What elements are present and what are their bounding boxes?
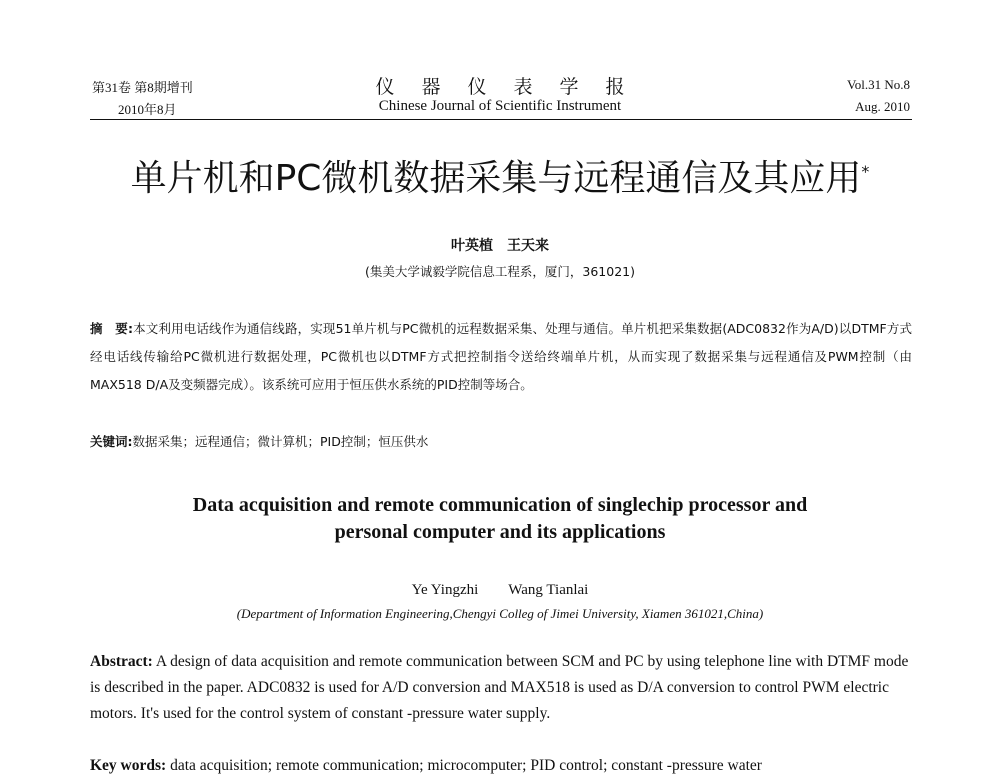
paper-title-text: 单片机和PC微机数据采集与远程通信及其应用 [130,158,862,199]
volume-issue: 第31卷 第8期增刊 [92,80,193,95]
paper-title-cn [0,150,1000,201]
paper-title-en-line: personal computer and its applications [334,521,666,543]
abstract-cn [90,315,912,399]
paper-title-en [0,492,1000,546]
affiliation-cn: (集美大学诚毅学院信息工程系，厦门，361021) [365,264,635,279]
footnote-mark: * [861,162,870,181]
keywords-cn-text: 数据采集；远程通信；微计算机；PID控制；恒压供水 [132,434,429,449]
keywords-en-label: Key words: [90,757,167,774]
keywords-en-text: data acquisition; remote communication; microcomputer; PID control; constant -pressure water [166,757,762,774]
volume-en: Vol.31 No.8 [847,77,910,92]
abstract-en-label: Abstract: [90,653,153,670]
abstract-en-text: A design of data acquisition and remote communication between SCM and PC by using telephone line with DTMF mode is described in the paper. ADC0832 is used for A/D conversion and MAX518 is used as D/A conversion to control PWM electric motors. It's used for the control system of constant -pressure water supply. [90,653,909,722]
journal-title-en: Chinese Journal of Scientific Instrument [378,98,622,114]
publication-date-cn: 2010年8月 [118,102,177,117]
journal-title-cn: 仪器仪表学报 [375,77,652,98]
abstract-cn-text: 本文利用电话线作为通信线路，实现51单片机与PC微机的远程数据采集、处理与通信。单片机把采集数据(ADC0832作为A/D)以DTMF方式经电话线传输给PC微机进行数据处理，PC微机也以DTMF方式把控制指令送给终端单片机，从而实现了数据采集与远程通信及PWM控制（由MAX518 D/A及变频器完成）。该系统可应用于恒压供水系统的PID控制等场合。 [90,321,912,392]
abstract-en [90,649,916,727]
authors-cn: 叶英植 王天来 [451,238,549,254]
abstract-cn-label: 摘 要: [90,321,133,336]
keywords-cn-label: 关键词: [90,434,133,449]
publication-date-en: Aug. 2010 [855,99,910,114]
paper-title-en-line: Data acquisition and remote communication of singlechip processor and [192,494,808,516]
authors-en: Ye Yingzhi Wang Tianlai [411,582,589,598]
keywords-cn [90,428,912,456]
affiliation-en: (Department of Information Engineering,Chengyi Colleg of Jimei University, Xiamen 361021,China) [236,606,764,621]
keywords-en [90,753,916,779]
header-rule [90,119,912,120]
